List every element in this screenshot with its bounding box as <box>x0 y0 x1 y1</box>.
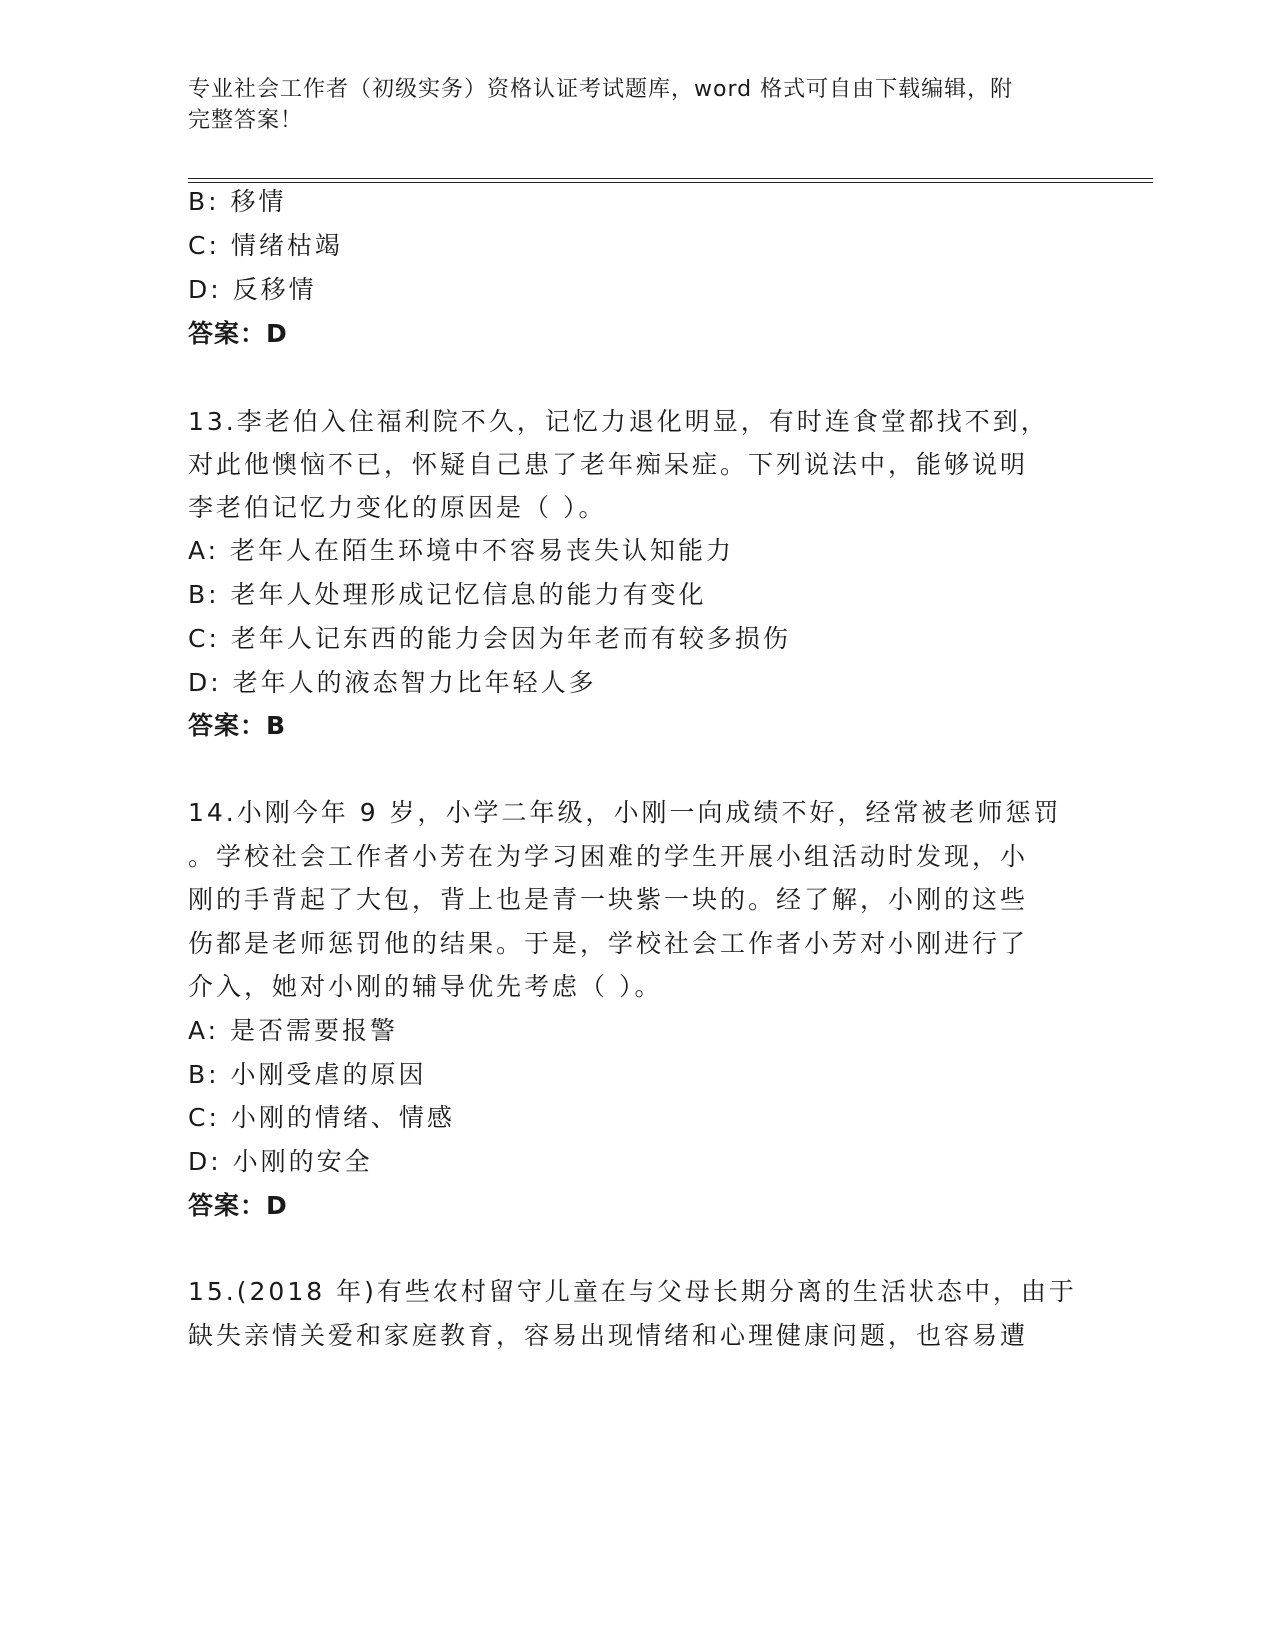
q13-stem-line-3: 李老伯记忆力变化的原因是（ ）。 <box>188 493 607 522</box>
q13-answer: 答案：B <box>188 711 287 740</box>
q14-stem-line-4: 伤都是老师惩罚他的结果。于是，学校社会工作者小芳对小刚进行了 <box>188 929 1029 958</box>
q14-option-d: D: 小刚的安全 <box>188 1147 373 1176</box>
question-content <box>188 0 1088 1650</box>
q14-answer: 答案：D <box>188 1191 288 1220</box>
q14-stem-line-1: 14.小刚今年 9 岁，小学二年级，小刚一向成绩不好，经常被老师惩罚 <box>188 798 1062 827</box>
q13-option-c: C: 老年人记东西的能力会因为年老而有较多损伤 <box>188 624 791 653</box>
q13-stem-line-1: 13.李老伯入住福利院不久，记忆力退化明显，有时连食堂都找不到， <box>188 407 1049 436</box>
q13-stem-line-2: 对此他懊恼不已，怀疑自己患了老年痴呆症。下列说法中，能够说明 <box>188 450 1029 479</box>
q12-answer: 答案：D <box>188 319 288 348</box>
header-line-2: 完整答案！ <box>188 108 304 133</box>
q14-stem-line-5: 介入，她对小刚的辅导优先考虑（ ）。 <box>188 972 663 1001</box>
q12-option-b: B: 移情 <box>188 187 287 216</box>
header-line-1: 专业社会工作者（初级实务）资格认证考试题库，word 格式可自由下载编辑，附 <box>188 77 1014 102</box>
q14-stem-line-2: 。学校社会工作者小芳在为学习困难的学生开展小组活动时发现，小 <box>188 842 1029 871</box>
q15-stem-line-2: 缺失亲情关爱和家庭教育，容易出现情绪和心理健康问题，也容易遭 <box>188 1321 1029 1350</box>
q12-option-c: C: 情绪枯竭 <box>188 231 343 260</box>
q12-option-d: D: 反移情 <box>188 275 317 304</box>
q13-option-d: D: 老年人的液态智力比年轻人多 <box>188 668 597 697</box>
q14-option-a: A: 是否需要报警 <box>188 1016 399 1045</box>
q13-option-a: A: 老年人在陌生环境中不容易丧失认知能力 <box>188 536 735 565</box>
q14-option-b: B: 小刚受虐的原因 <box>188 1060 427 1089</box>
q13-option-b: B: 老年人处理形成记忆信息的能力有变化 <box>188 580 707 609</box>
q14-option-c: C: 小刚的情绪、情感 <box>188 1103 455 1132</box>
q14-stem-line-3: 刚的手背起了大包，背上也是青一块紫一块的。经了解，小刚的这些 <box>188 885 1029 914</box>
q15-stem-line-1: 15.(2018 年)有些农村留守儿童在与父母长期分离的生活状态中，由于 <box>188 1277 1077 1306</box>
